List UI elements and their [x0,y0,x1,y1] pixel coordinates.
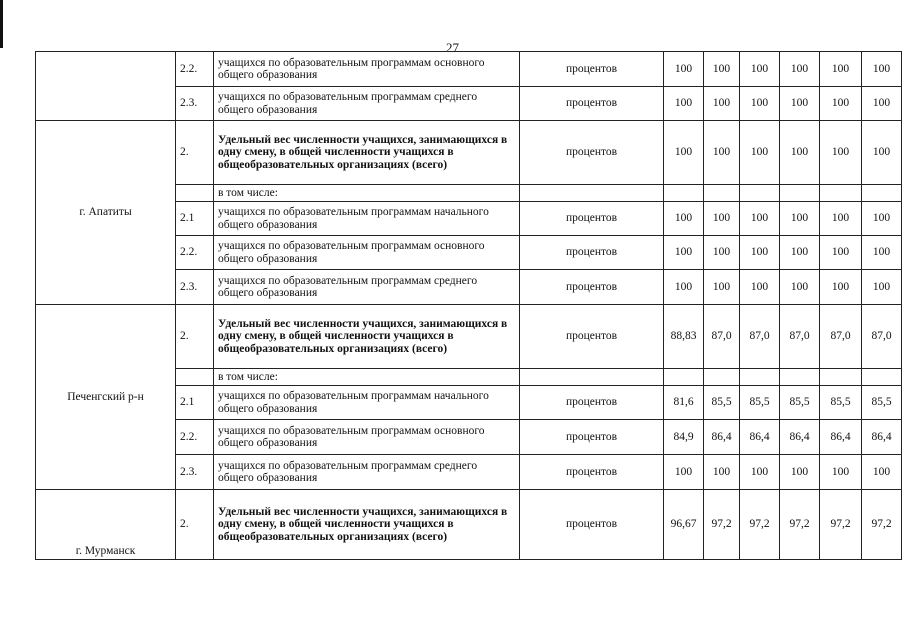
empty-cell [704,369,740,386]
value-cell: 100 [820,87,862,121]
value-cell: 96,67 [664,490,704,560]
value-cell: 100 [780,270,820,305]
value-cell: 100 [862,202,902,236]
value-cell: 100 [820,121,862,185]
indicator-description: учащихся по образовательным программам основного общего образования [214,52,520,87]
empty-cell [780,185,820,202]
value-cell: 87,0 [820,305,862,369]
table-body [36,52,902,560]
value-cell: 100 [664,455,704,490]
unit-cell: процентов [520,52,664,87]
empty-cell [820,369,862,386]
value-cell: 86,4 [820,420,862,455]
row-number: 2. [176,305,214,369]
value-cell: 100 [862,455,902,490]
row-number: 2. [176,490,214,560]
subheader-label: в том числе: [214,185,520,202]
table-row [36,52,902,87]
value-cell: 100 [780,121,820,185]
indicator-title: Удельный вес численности учащихся, занимающихся в одну смену, в общей численности учащихся в общеобразовательных организациях (всего) [214,490,520,560]
value-cell: 100 [664,87,704,121]
row-number: 2.1 [176,202,214,236]
empty-cell [664,369,704,386]
indicator-description: учащихся по образовательным программам начального общего образования [214,386,520,420]
value-cell: 100 [740,52,780,87]
indicator-description: учащихся по образовательным программам среднего общего образования [214,87,520,121]
value-cell: 100 [704,121,740,185]
value-cell: 100 [704,87,740,121]
value-cell: 100 [820,236,862,270]
value-cell: 97,2 [780,490,820,560]
value-cell: 86,4 [704,420,740,455]
table-row [36,305,902,369]
empty-cell [740,369,780,386]
value-cell: 85,5 [740,386,780,420]
unit-cell: процентов [520,270,664,305]
unit-cell: процентов [520,236,664,270]
value-cell: 100 [862,87,902,121]
value-cell: 100 [740,202,780,236]
empty-cell [740,185,780,202]
table-row [36,121,902,185]
value-cell: 85,5 [862,386,902,420]
unit-cell: процентов [520,490,664,560]
value-cell: 87,0 [704,305,740,369]
value-cell: 100 [820,52,862,87]
value-cell: 87,0 [740,305,780,369]
region-name [36,52,176,121]
value-cell: 100 [740,121,780,185]
indicator-title: Удельный вес численности учащихся, занимающихся в одну смену, в общей численности учащихся в общеобразовательных организациях (всего) [214,305,520,369]
value-cell: 85,5 [780,386,820,420]
value-cell: 87,0 [780,305,820,369]
empty-cell [520,369,664,386]
value-cell: 100 [780,52,820,87]
value-cell: 84,9 [664,420,704,455]
row-number: 2.3. [176,270,214,305]
value-cell: 100 [780,455,820,490]
indicator-description: учащихся по образовательным программам основного общего образования [214,420,520,455]
page-number: 27 [446,40,459,55]
unit-cell: процентов [520,305,664,369]
value-cell: 100 [862,270,902,305]
value-cell: 100 [780,236,820,270]
table-row [36,490,902,560]
subheader-label: в том числе: [214,369,520,386]
indicator-description: учащихся по образовательным программам среднего общего образования [214,455,520,490]
value-cell: 87,0 [862,305,902,369]
value-cell: 100 [704,202,740,236]
row-number: 2.3. [176,455,214,490]
value-cell: 100 [820,202,862,236]
value-cell: 88,83 [664,305,704,369]
value-cell: 100 [862,236,902,270]
value-cell: 97,2 [862,490,902,560]
row-number: 2.1 [176,386,214,420]
value-cell: 100 [820,455,862,490]
region-name: г. Апатиты [36,121,176,305]
empty-cell [520,185,664,202]
region-name: г. Мурманск [36,490,176,560]
value-cell: 100 [664,121,704,185]
value-cell: 97,2 [820,490,862,560]
row-number: 2.2. [176,420,214,455]
row-number-cell [176,185,214,202]
empty-cell [862,185,902,202]
empty-cell [780,369,820,386]
value-cell: 100 [704,455,740,490]
unit-cell: процентов [520,202,664,236]
empty-cell [820,185,862,202]
row-number: 2. [176,121,214,185]
empty-cell [862,369,902,386]
value-cell: 100 [664,270,704,305]
value-cell: 100 [664,52,704,87]
empty-cell [664,185,704,202]
value-cell: 100 [664,202,704,236]
value-cell: 100 [862,121,902,185]
value-cell: 100 [820,270,862,305]
value-cell: 100 [862,52,902,87]
region-name: Печенгский р-н [36,305,176,490]
value-cell: 100 [740,87,780,121]
value-cell: 86,4 [780,420,820,455]
value-cell: 100 [780,87,820,121]
empty-cell [704,185,740,202]
value-cell: 86,4 [862,420,902,455]
value-cell: 85,5 [820,386,862,420]
indicator-description: учащихся по образовательным программам основного общего образования [214,236,520,270]
value-cell: 100 [704,52,740,87]
value-cell: 81,6 [664,386,704,420]
row-number: 2.2. [176,52,214,87]
row-number: 2.3. [176,87,214,121]
unit-cell: процентов [520,386,664,420]
indicator-title: Удельный вес численности учащихся, занимающихся в одну смену, в общей численности учащихся в общеобразовательных организациях (всего) [214,121,520,185]
value-cell: 97,2 [704,490,740,560]
unit-cell: процентов [520,121,664,185]
value-cell: 85,5 [704,386,740,420]
indicator-description: учащихся по образовательным программам начального общего образования [214,202,520,236]
value-cell: 100 [664,236,704,270]
indicators-table [35,51,902,560]
value-cell: 100 [704,270,740,305]
value-cell: 86,4 [740,420,780,455]
value-cell: 100 [740,270,780,305]
value-cell: 100 [780,202,820,236]
value-cell: 100 [740,455,780,490]
value-cell: 97,2 [740,490,780,560]
value-cell: 100 [740,236,780,270]
unit-cell: процентов [520,87,664,121]
value-cell: 100 [704,236,740,270]
row-number-cell [176,369,214,386]
unit-cell: процентов [520,455,664,490]
unit-cell: процентов [520,420,664,455]
indicator-description: учащихся по образовательным программам среднего общего образования [214,270,520,305]
row-number: 2.2. [176,236,214,270]
